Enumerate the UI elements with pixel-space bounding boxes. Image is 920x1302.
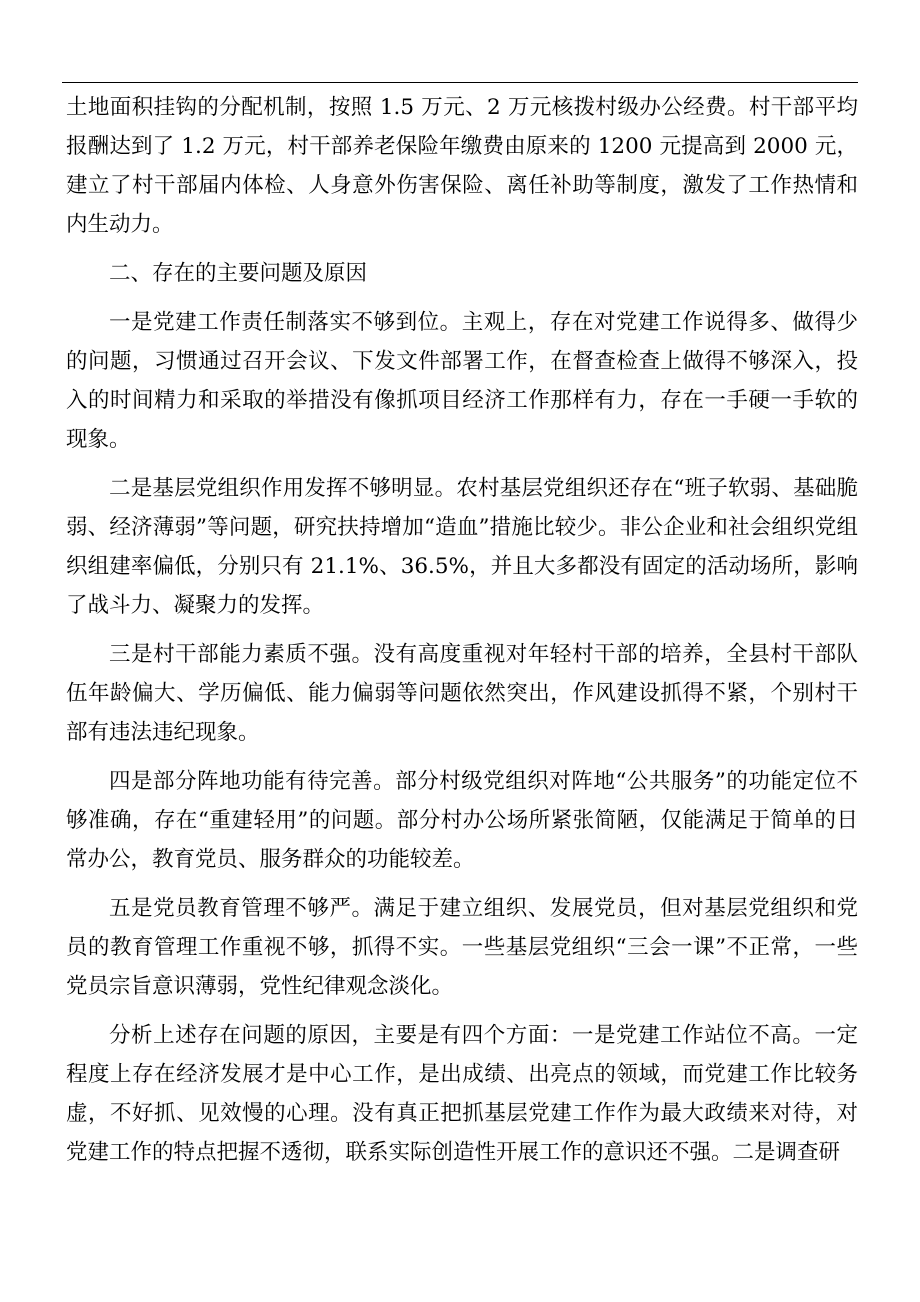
paragraph-problem-2: 二是基层党组织作用发挥不够明显。农村基层党组织还存在“班子软弱、基础脆弱、经济薄弱”等问题，研究扶持增加“造血”措施比较少。非公企业和社会组织党组织组建率偏低，分别只有 21.1%、36.5%，并且大多都没有固定的活动场所，影响了战斗力、凝聚力的发挥。	[66, 476, 858, 618]
paragraph-problem-1: 一是党建工作责任制落实不够到位。主观上，存在对党建工作说得多、做得少的问题，习惯通过召开会议、下发文件部署工作，在督查检查上做得不够深入，投入的时间精力和采取的举措没有像抓项目经济工作那样有力，存在一手硬一手软的现象。	[66, 310, 858, 452]
paragraph-cause-analysis: 分析上述存在问题的原因，主要是有四个方面：一是党建工作站位不高。一定程度上存在经济发展才是中心工作，是出成绩、出亮点的领域，而党建工作比较务虚，不好抓、见效慢的心理。没有真正把抓基层党建工作作为最大政绩来对待，对党建工作的特点把握不透彻，联系实际创造性开展工作的意识还不强。二是调查研	[66, 1023, 858, 1165]
paragraph-problem-3: 三是村干部能力素质不强。没有高度重视对年轻村干部的培养，全县村干部队伍年龄偏大、学历偏低、能力偏弱等问题依然突出，作风建设抓得不紧，个别村干部有违法违纪现象。	[66, 642, 858, 745]
header-rule	[62, 82, 858, 83]
paragraph-problem-4: 四是部分阵地功能有待完善。部分村级党组织对阵地“公共服务”的功能定位不够准确，存在“重建轻用”的问题。部分村办公场所紧张简陋，仅能满足于简单的日常办公，教育党员、服务群众的功能较差。	[66, 769, 858, 872]
section-heading-problems-and-causes: 二、存在的主要问题及原因	[109, 261, 368, 286]
paragraph-problem-5: 五是党员教育管理不够严。满足于建立组织、发展党员，但对基层党组织和党员的教育管理工作重视不够，抓得不实。一些基层党组织“三会一课”不正常，一些党员宗旨意识薄弱，党性纪律观念淡化。	[66, 896, 858, 999]
paragraph-continued-funding: 土地面积挂钩的分配机制，按照 1.5 万元、2 万元核拨村级办公经费。村干部平均报酬达到了 1.2 万元，村干部养老保险年缴费由原来的 1200 元提高到 2000 元，建立了村干部届内体检、人身意外伤害保险、离任补助等制度，激发了工作热情和内生动力。	[66, 95, 858, 237]
document-body	[66, 88, 858, 1182]
